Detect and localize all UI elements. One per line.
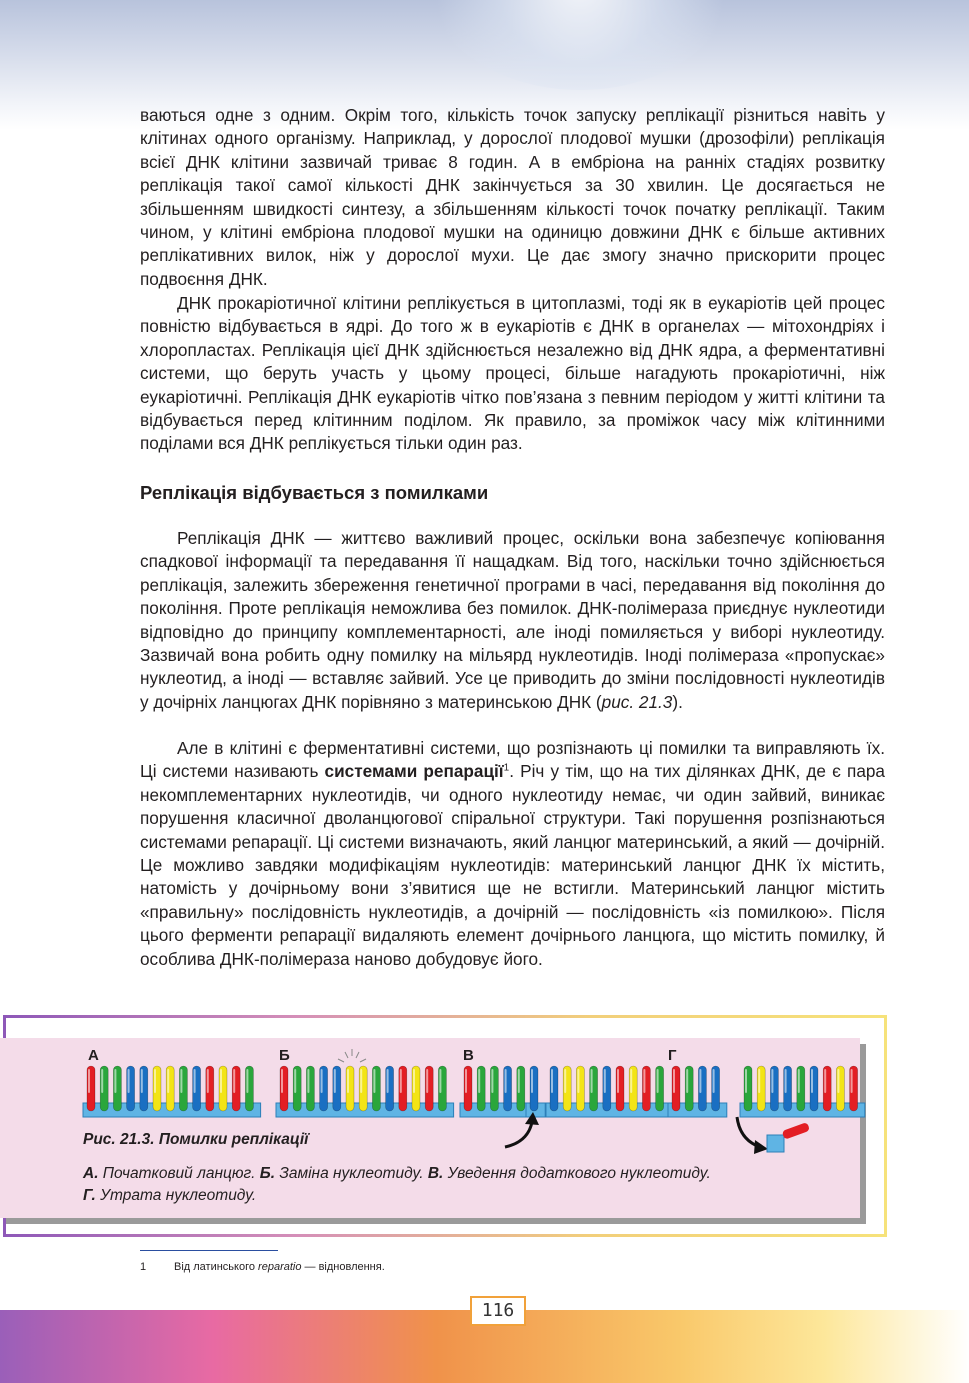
paragraph-4-text: Але в клітині є ферментативні системи, що розпізнають ці помилки та виправляють їх. Ці системи називають [140,738,885,782]
nucleotide-highlight [713,1069,715,1093]
removed-nucleotide-icon [767,1122,810,1152]
strand-b [276,1066,454,1117]
nucleotide-highlight [699,1069,701,1093]
footnote-marker: 1 [503,762,510,774]
nucleotide-highlight [811,1069,813,1093]
nucleotide-highlight [321,1069,323,1093]
caption-text-a: Початковий ланцюг. [98,1165,260,1182]
nucleotide-highlight [518,1069,520,1093]
strand-c-insert [526,1066,545,1117]
paragraph-3-text: Реплікація ДНК — життєво важливий процес, оскільки вона забезпечує копіювання спадкової інформації та передавання її нащадкам. Від того, наскільки точно здійснюється реплікація, залежить збереження генетичної програми в часі, передавання від покоління до покоління. Проте реплікація неможлива без помилок. ДНК-полімераза приєднує нуклеотиди відповідно до принципу комплементарності, але іноді помиляється у виборі нуклеотиду. Зазвичай вона робить одну помилку на мільярд нуклеотидів. Іноді полімераза «пропускає» нуклеотид, а іноді — вставляє зайвий. Усе це приводить до зміни послідовності нуклеотидів у дочірніх ланцюгах ДНК порівняно з материнською ДНК ( [140,528,885,712]
nucleotide-highlight [101,1069,103,1093]
nucleotide-highlight [114,1069,116,1093]
nucleotide-highlight [617,1069,619,1093]
footnote-text-end: — відновлення. [301,1261,385,1273]
panel-label-a: А [88,1047,99,1064]
figure-reference: рис. 21.3 [601,691,673,712]
strand-c-left [460,1066,532,1117]
nucleotide-highlight [745,1069,747,1093]
substitution-mark-icon [338,1049,366,1062]
nucleotide-highlight [564,1069,566,1093]
nucleotide-highlight [478,1069,480,1093]
paragraph-1-text: ваються одне з одним. Окрім того, кількість точок запуску реплікації різниться навіть у клітинах одного організму. Наприклад, у дорослої плодової мушки (дрозофіли) реплікація всієї ДНК клітини зазвичай триває 8 годин. А в ембріона на ранніх стадіях розвитку реплікація такої самої кількості ДНК закінчується за 30 хвилин. Це досягається не збільшенням швидкості синтезу, а збільшенням кількості точок початку реплікації. Таким чином, у клітині ембріона плодової мушки на одиницю довжини ДНК є більше активних реплікативних вилок, ніж у дорослої мухи. Це дає змогу значно прискорити процес подвоєння ДНК. [140,105,885,289]
panel-label-b: Б [279,1047,290,1064]
nucleotide-highlight [387,1069,389,1093]
nucleotide-highlight [128,1069,130,1093]
page-number: 116 [470,1296,526,1326]
nucleotide-highlight [630,1069,632,1093]
nucleotide-highlight [551,1069,553,1093]
nucleotide-highlight [785,1069,787,1093]
nucleotide-highlight [281,1069,283,1093]
nucleotide-highlight [233,1069,235,1093]
nucleotide-highlight [373,1069,375,1093]
footnote [140,1261,385,1273]
key-term: системами репарації [324,761,504,782]
section-heading: Реплікація відбувається з помилками [140,482,489,503]
nucleotide-highlight [294,1069,296,1093]
caption-text-c: Уведення додаткового нуклеотиду. [443,1165,711,1182]
footnote-latin-word: reparatio [258,1261,302,1273]
nucleotide-highlight [347,1069,349,1093]
nucleotide-highlight [851,1069,853,1093]
nucleotide-highlight [400,1069,402,1093]
caption-key-a: А. [83,1165,99,1182]
paragraph-4-rest: . Річ у тім, що на тих ділянках ДНК, де є пара некомплементарних нуклеотидів, чи одного нуклеотиду немає, чи один зайвий, виникає порушення класичної дволанцюгової спіральної структури. Такі порушення розпізнаються системами репарації. Ці системи визначають, який ланцюг материнський, а який — дочірній. Це можливо завдяки модифікаціям нуклеотидів: материнський ланцюг ДНК їх містить, натомість у дочірньому вони з’явитися ще не встигли. Материнський ланцюг містить «правильну» послідовність нуклеотидів, а дочірній — послідовність «із помилкою». Після цього ферменти репарації видаляють елемент дочірнього ланцюга, що містить помилку, й особлива ДНК-полімераза наново добудовує його. [140,761,885,969]
paragraph-2-text: ДНК прокаріотичної клітини реплікується в цитоплазмі, тоді як в еукаріотів цей процес повністю відбувається в ядрі. До того ж в еукаріотів є ДНК в органелах — мітохондріях і хлоропластах. Реплікація цієї ДНК здійснюється незалежно від ДНК ядра, а ферментативні системи, що беруть участь у цьому процесі, більше нагадують прокаріотичні, ніж еукаріотичні. Реплікація ДНК еукаріотів чітко пов’язана з певним періодом у житті клітини та відбувається перед клітинним поділом. Як правило, за проміжок часу між клітинними поділами вся ДНК реплікується тільки один раз. [140,293,885,454]
nucleotide-highlight [141,1069,143,1093]
nucleotide-highlight [591,1069,593,1093]
nucleotide-highlight [307,1069,309,1093]
nucleotide-highlight [167,1069,169,1093]
nucleotide-highlight [771,1069,773,1093]
footnote-number: 1 [140,1261,147,1273]
nucleotide-highlight [673,1069,675,1093]
nucleotide-highlight [837,1069,839,1093]
footnote-divider [140,1250,278,1251]
strand-d-right [740,1066,865,1117]
nucleotide-highlight [577,1069,579,1093]
nucleotide-highlight [154,1069,156,1093]
caption-text-d: Утрата нуклеотиду. [95,1187,257,1204]
figure-caption-title: Рис. 21.3. Помилки реплікації [83,1131,309,1148]
nucleotide-highlight [505,1069,507,1093]
strand-c-right [546,1066,671,1117]
strand-d-left [668,1066,727,1117]
nucleotide-highlight [207,1069,209,1093]
nucleotide-highlight [686,1069,688,1093]
nucleotide-highlight [604,1069,606,1093]
caption-key-d: Г. [83,1187,96,1204]
nucleotide-highlight [413,1069,415,1093]
figure-caption [83,1163,843,1207]
footnote-text: Від латинського [174,1261,259,1273]
paragraph-3-end: ). [672,691,683,712]
caption-key-b: Б. [259,1165,276,1182]
nucleotide-highlight [824,1069,826,1093]
nucleotide-highlight [180,1069,182,1093]
nucleotide-highlight [334,1069,336,1093]
caption-text-b: Заміна нуклеотиду. [275,1165,428,1182]
nucleotide-highlight [657,1069,659,1093]
panel-label-d: Г [668,1047,677,1064]
nucleotide-highlight [426,1069,428,1093]
nucleotide-highlight [465,1069,467,1093]
nucleotide-highlight [798,1069,800,1093]
strand-a [83,1066,261,1117]
nucleotide-highlight [758,1069,760,1093]
nucleotide-highlight [88,1069,90,1093]
deletion-arrow-icon [737,1117,768,1154]
nucleotide-highlight [360,1069,362,1093]
nucleotide-highlight [220,1069,222,1093]
panel-label-c: В [463,1047,474,1064]
nucleotide-highlight [491,1069,493,1093]
nucleotide-highlight [439,1069,441,1093]
caption-key-c: В. [427,1165,444,1182]
nucleotide-highlight [531,1069,533,1093]
nucleotide-highlight [194,1069,196,1093]
nucleotide-highlight [643,1069,645,1093]
nucleotide-highlight [246,1069,248,1093]
